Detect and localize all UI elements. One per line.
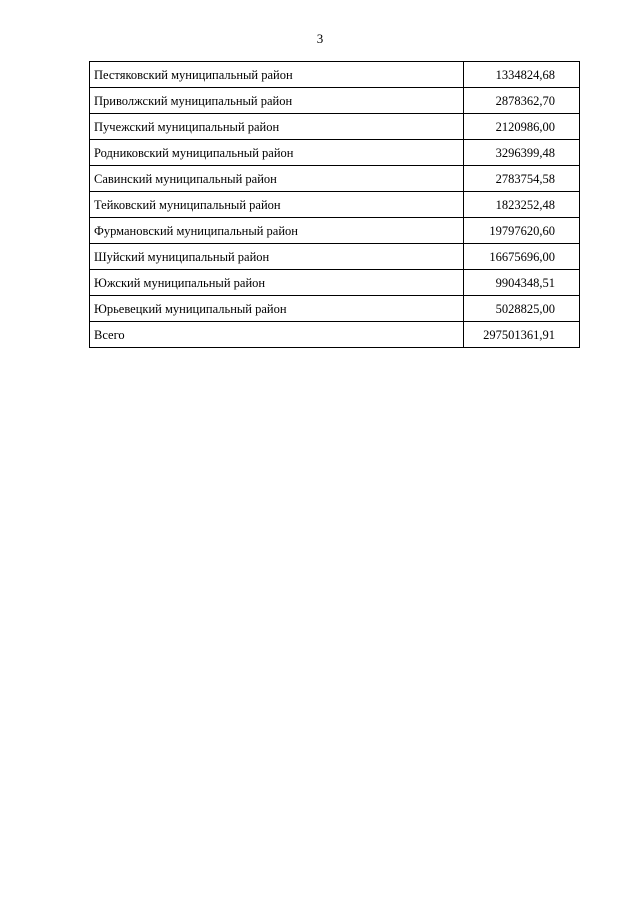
amount-cell: 19797620,60 [464, 218, 580, 244]
district-allocation-table [89, 61, 580, 348]
amount-cell: 2120986,00 [464, 114, 580, 140]
table-row [90, 166, 580, 192]
amount-cell: 5028825,00 [464, 296, 580, 322]
district-name-cell: Юрьевецкий муниципальный район [90, 296, 464, 322]
district-name-cell: Пестяковский муниципальный район [90, 62, 464, 88]
district-name-cell: Савинский муниципальный район [90, 166, 464, 192]
total-amount-cell: 297501361,91 [464, 322, 580, 348]
table-row [90, 114, 580, 140]
district-name-cell: Шуйский муниципальный район [90, 244, 464, 270]
table-row [90, 62, 580, 88]
district-name-cell: Тейковский муниципальный район [90, 192, 464, 218]
amount-cell: 2783754,58 [464, 166, 580, 192]
table-row [90, 192, 580, 218]
page-number: 3 [316, 31, 324, 46]
table-row [90, 218, 580, 244]
amount-cell: 2878362,70 [464, 88, 580, 114]
district-name-cell: Приволжский муниципальный район [90, 88, 464, 114]
table-row [90, 88, 580, 114]
amount-cell: 1823252,48 [464, 192, 580, 218]
district-name-cell: Родниковский муниципальный район [90, 140, 464, 166]
table-row [90, 140, 580, 166]
table-row [90, 244, 580, 270]
district-name-cell: Пучежский муниципальный район [90, 114, 464, 140]
amount-cell: 9904348,51 [464, 270, 580, 296]
district-name-cell: Фурмановский муниципальный район [90, 218, 464, 244]
total-row [90, 322, 580, 348]
table-row [90, 270, 580, 296]
district-name-cell: Южский муниципальный район [90, 270, 464, 296]
amount-cell: 3296399,48 [464, 140, 580, 166]
amount-cell: 1334824,68 [464, 62, 580, 88]
total-label-cell: Всего [90, 322, 464, 348]
amount-cell: 16675696,00 [464, 244, 580, 270]
table-row [90, 296, 580, 322]
